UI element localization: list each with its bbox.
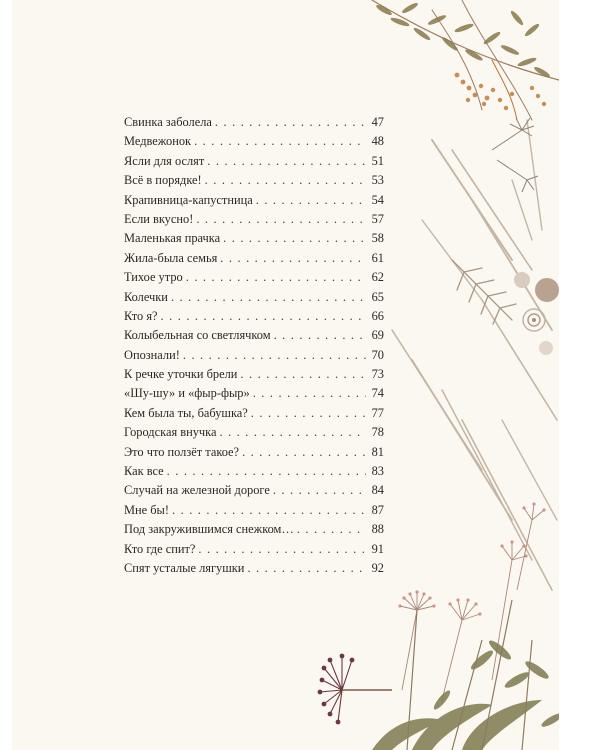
toc-entry-page-number: 84 bbox=[371, 483, 384, 498]
toc-entry-page-number: 48 bbox=[371, 134, 384, 149]
toc-entry-title: Колечки bbox=[124, 289, 168, 304]
toc-entry-title: Мне бы! bbox=[124, 502, 170, 517]
toc-entry-title: Тихое утро bbox=[124, 270, 183, 285]
toc-entry-title: «Шу-шу» и «фыр-фыр» bbox=[124, 386, 250, 401]
toc-entry-page-number: 88 bbox=[371, 522, 384, 537]
toc-entry-title: Крапивница-капустница bbox=[124, 192, 253, 207]
toc-entry-title: Кем была ты, бабушка? bbox=[124, 405, 248, 420]
toc-entry-title: Колыбельная со светлячком bbox=[124, 328, 271, 343]
toc-entry-page-number: 66 bbox=[371, 308, 384, 323]
toc-entry-title: Спят усталые лягушки bbox=[124, 560, 245, 575]
toc-entry-page-number: 54 bbox=[371, 192, 384, 207]
burgundy-flower bbox=[318, 654, 392, 725]
toc-entry-page-number: 77 bbox=[371, 405, 384, 420]
toc-entry-page-number: 57 bbox=[371, 211, 384, 226]
toc-entry-title: Медвежонок bbox=[124, 134, 192, 149]
toc-entry-page-number: 62 bbox=[371, 270, 384, 285]
toc-entry-page-number: 87 bbox=[371, 502, 384, 517]
toc-entry-title: Случай на железной дороге bbox=[124, 483, 270, 498]
toc-entry-page-number: 92 bbox=[371, 560, 384, 575]
toc-entry-title: Кто я? bbox=[124, 308, 158, 323]
toc-entry-title: Кто где спит? bbox=[124, 541, 196, 556]
toc-entry-page-number: 51 bbox=[371, 153, 384, 168]
toc-entry-title: Под закружившимся снежком… bbox=[124, 522, 294, 537]
toc-entry-page-number: 53 bbox=[371, 173, 384, 188]
toc-entry-title: Свинка заболела bbox=[124, 115, 212, 129]
toc-entry-title: Жила-была семья bbox=[124, 250, 218, 265]
meadow-illustration bbox=[12, 0, 559, 750]
toc-entry-page-number: 47 bbox=[371, 115, 384, 129]
toc-entry-title: Городская внучка bbox=[124, 425, 217, 440]
toc-entry-page-number: 74 bbox=[371, 386, 384, 401]
rust-seed-clusters bbox=[455, 73, 547, 111]
toc-entry-title: Ясли для ослят bbox=[124, 153, 205, 168]
toc-entry-page-number: 91 bbox=[371, 541, 384, 556]
round-dots bbox=[514, 272, 559, 355]
toc-entry-title: К речке уточки брели bbox=[124, 367, 238, 382]
fern-sprig bbox=[452, 260, 516, 324]
toc-entry-page-number: 65 bbox=[371, 289, 384, 304]
page-margin bbox=[559, 0, 600, 750]
toc-entry-title: Как все bbox=[124, 464, 164, 479]
toc-entry-page-number: 61 bbox=[371, 250, 384, 265]
top-leaves bbox=[375, 1, 551, 78]
book-page bbox=[12, 0, 559, 750]
toc-entry-title: Всё в порядке! bbox=[124, 173, 202, 188]
toc-entry-page-number: 83 bbox=[371, 464, 384, 479]
toc-entry-page-number: 78 bbox=[371, 425, 384, 440]
toc-entry-title: Если вкусно! bbox=[124, 211, 194, 226]
toc-entry-page-number: 81 bbox=[371, 444, 384, 459]
toc-entry-title: Это что ползёт такое? bbox=[124, 444, 240, 459]
toc-entry-title: Маленькая прачка bbox=[124, 231, 221, 246]
toc-entry-page-number: 58 bbox=[371, 231, 384, 246]
toc-entry-page-number: 73 bbox=[371, 367, 384, 382]
toc-entry-page-number: 70 bbox=[371, 347, 384, 362]
toc-entry-title: Опознали! bbox=[124, 347, 180, 362]
toc-entry-page-number: 69 bbox=[371, 328, 384, 343]
